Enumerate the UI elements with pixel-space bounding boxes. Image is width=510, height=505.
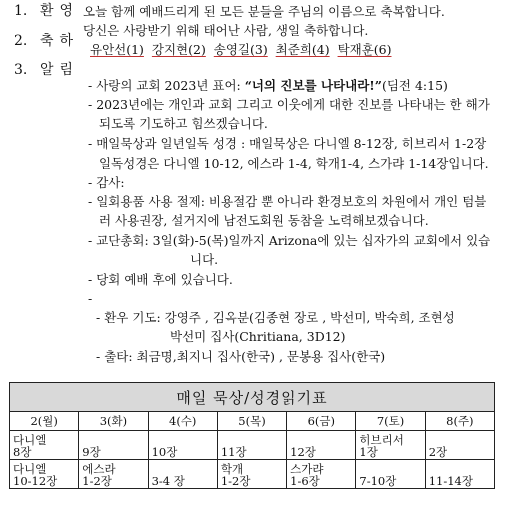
notice-motto	[88, 77, 448, 94]
day-header: 7(토)	[356, 412, 425, 431]
notice-disposables-cont: 러 사용권장, 설거지에 남전도회원 동참을 노력해보겠습니다.	[99, 213, 429, 228]
birthday-name: 강지현(2)	[151, 42, 206, 57]
birthday-name: 유안선(1)	[90, 42, 144, 57]
reading-cell	[217, 431, 286, 460]
chapter-range: 10장	[151, 445, 178, 459]
notice-prayer: - 환우 기도: 강영주 , 김옥분(김종현 장로 , 박선미, 박숙희, 조현성	[96, 310, 455, 325]
notice-progress: - 2023년에는 개인과 교회 그리고 이웃에게 대한 진보를 나타내는 한 해가	[88, 97, 490, 112]
reading-cell	[356, 431, 425, 460]
reading-cell	[148, 460, 217, 489]
book-name: 에스라	[82, 462, 116, 476]
book-name: 다니엘	[13, 433, 47, 447]
notice-devotion-cont: 일독성경은 다니엘 10-12, 에스라 1-4, 학개1-4, 스가랴 1-14장입니다.	[99, 156, 489, 171]
chapter-range: 12장	[290, 445, 316, 459]
reading-cell	[425, 431, 494, 460]
day-header: 8(주)	[425, 412, 494, 431]
welcome-text: 오늘 함께 예배드리게 된 모든 분들을 주님의 이름으로 축복합니다.	[83, 4, 445, 19]
section-title: 알림	[40, 62, 80, 78]
chapter-range: 1장	[359, 445, 378, 459]
section-number: 3.	[14, 62, 28, 78]
notice-disposables: - 일회용품 사용 절제: 비용절감 뿐 아니라 환경보호의 차원에서 개인 텀블	[88, 194, 487, 209]
reading-cell	[287, 460, 356, 489]
book-name: 다니엘	[13, 462, 47, 476]
section-birthday-label	[14, 32, 79, 50]
reading-cell	[79, 460, 148, 489]
reading-schedule-table	[9, 382, 495, 489]
notice-motto-ref: (딤전 4:15)	[381, 78, 448, 93]
chapter-range: 11장	[220, 445, 247, 459]
chapter-range: 9장	[82, 445, 101, 459]
reading-cell	[10, 460, 79, 489]
birthday-text: 당신은 사랑받기 위해 태어난 사람, 생일 축하합니다.	[83, 23, 369, 38]
day-header: 5(목)	[217, 412, 286, 431]
reading-row-bible	[10, 460, 495, 489]
chapter-range: 10-12장	[13, 474, 58, 488]
section-welcome-label	[14, 2, 79, 20]
notice-motto-quote: “너의 진보를 나타내라!”	[244, 78, 382, 93]
notice-devotion: - 매일묵상과 일년일독 성경 : 매일묵상은 다니엘 8-12장, 히브리서 1-2장	[88, 136, 487, 151]
reading-cell	[287, 431, 356, 460]
day-header: 2(월)	[10, 412, 79, 431]
chapter-range: 1-2장	[82, 474, 112, 488]
notice-blank: -	[88, 291, 93, 306]
birthday-name: 탁재훈(6)	[337, 42, 392, 57]
section-number: 2.	[14, 33, 28, 49]
notice-motto-prefix: - 사랑의 교회 2023년 표어:	[88, 78, 245, 93]
chapter-range: 8장	[13, 445, 32, 459]
chapter-range: 11-14장	[428, 474, 473, 488]
reading-cell	[217, 460, 286, 489]
section-notices-label	[14, 61, 79, 79]
reading-row-devotion	[10, 431, 495, 460]
notice-thanks: - 감사:	[88, 175, 125, 190]
notice-session: - 당회 예배 후에 있습니다.	[88, 272, 233, 287]
birthday-name: 최준희(4)	[275, 42, 330, 57]
chapter-range: 1-6장	[290, 474, 320, 488]
book-name: 히브리서	[359, 433, 404, 447]
notice-prayer-cont: 박선미 집사(Chritiana, 3D12)	[170, 329, 346, 344]
book-name: 학개	[220, 462, 244, 476]
notice-assembly: - 교단총회: 3일(화)-5(목)일까지 Arizona에 있는 십자가의 교회에서 있습	[88, 233, 491, 248]
chapter-range: 2장	[428, 445, 448, 459]
notice-progress-cont: 되도록 기도하고 힘쓰겠습니다.	[99, 116, 268, 131]
section-title: 환영	[40, 3, 80, 19]
chapter-range: 1-2장	[220, 474, 251, 488]
day-header: 6(금)	[287, 412, 356, 431]
day-header: 4(수)	[148, 412, 217, 431]
reading-cell	[79, 431, 148, 460]
book-name: 스가랴	[290, 462, 324, 476]
day-header: 3(화)	[79, 412, 148, 431]
reading-cell	[10, 431, 79, 460]
chapter-range: 7-10장	[359, 474, 397, 488]
reading-cell	[356, 460, 425, 489]
birthday-list	[90, 41, 392, 58]
reading-cell	[425, 460, 494, 489]
birthday-name: 송영길(3)	[213, 42, 268, 57]
reading-days-row	[10, 412, 495, 431]
notice-away: - 출타: 최금명,최지니 집사(한국) , 문봉용 집사(한국)	[96, 349, 386, 364]
chapter-range: 3-4 장	[151, 474, 185, 488]
section-number: 1.	[14, 3, 28, 19]
notice-assembly-cont: 니다.	[190, 252, 219, 267]
reading-cell	[148, 431, 217, 460]
reading-table-title: 매일 묵상/성경읽기표	[10, 383, 495, 412]
section-title: 축하	[40, 33, 80, 49]
